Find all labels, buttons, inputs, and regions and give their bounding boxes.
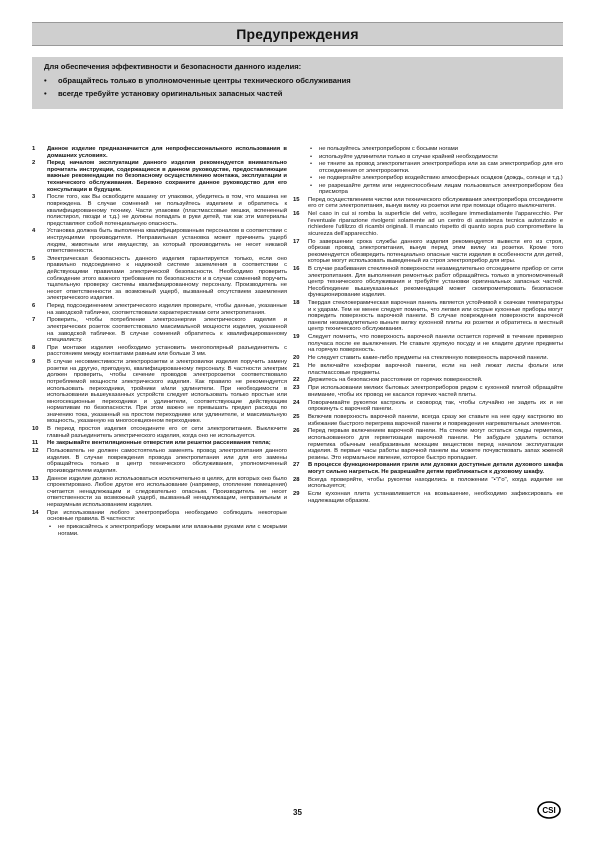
warning-item <box>32 359 287 424</box>
warning-item <box>32 476 287 509</box>
item-number: 16 <box>293 211 300 218</box>
bullet-text: используйте удлинители только в случае крайней необходимости <box>319 153 498 160</box>
bullet-text: не прикасайтесь к электроприбору мокрыми или влажными руками или с мокрыми ногами. <box>58 524 287 537</box>
safety-banner <box>32 57 563 109</box>
warning-item <box>32 510 287 523</box>
item-text: В случае разбивания стеклянной поверхности незамедлительно отсоедините прибор от сети электропитания. Для выполнения ремонтных работ обращайтесь только в уполномоченный центр технического обслуживания и требуйте установки оригинальных запасных частей. Несоблюдение вышеуказанных рекомендаций может скомпрометировать безопасное функционирование изделия. <box>308 266 563 299</box>
bullet-text: не разрешайте детям или недееспособным лицам пользоваться электроприбором без присмотра <box>319 182 563 196</box>
item-number: 25 <box>293 414 300 421</box>
warning-item <box>293 428 563 461</box>
item-number: 8 <box>32 344 36 351</box>
item-number: 10 <box>32 426 39 433</box>
warning-item <box>32 146 287 159</box>
warning-item <box>293 334 563 354</box>
bullet-item <box>293 154 563 161</box>
page-title: Предупреждения <box>236 26 359 42</box>
bullet-item <box>293 183 563 196</box>
item-text: По завершении срока службы данного изделия рекомендуется вывести его из строя, обрезав провод электропитания, вынув перед этим вилку из розетки. Кроме того рекомендуется обезвредить потенциально опасные части изделия в особенности для детей, которые могут использовать выведенный из строя электроприбор для игры. <box>308 238 563 265</box>
warning-item <box>32 160 287 193</box>
logo-text: CSI <box>542 806 556 815</box>
item-text: Nel caso in cui si romba la superficie del vetro, scollegare immediatamente l'apparecchio. Per l'eventuale riparazione rivolgersi solamente ad un centro di assistenza tecnica autorizzato e richiedere l'utilizzo di ricambi originali. Il mancato rispetto di quanto sopra può compromettere la sicurezza dell'apparecchio. <box>308 211 563 237</box>
item-number: 21 <box>293 363 300 370</box>
warning-item <box>293 462 563 475</box>
warning-item <box>293 477 563 490</box>
item-number: 9 <box>32 359 36 366</box>
bullet-item <box>293 146 563 153</box>
bullet-icon: • <box>310 146 313 152</box>
warning-item <box>32 440 287 447</box>
bullet-icon: • <box>310 175 313 182</box>
bullet-item <box>293 161 563 174</box>
item-text: Не включайте конфорки варочной панели, если на ней лежат листы фольги или пластмассовые предметы. <box>308 363 563 376</box>
banner-bullet-text: всегде требуйте установку оригинальных запасных частей <box>58 89 283 98</box>
banner-bullet <box>44 76 351 85</box>
item-text: В период простоя изделия отсоедините его от сети электропитания. Выключите главный разъединитель электрического изделия, когда оно не используется. <box>47 426 287 439</box>
warning-item <box>32 256 287 302</box>
csi-logo <box>537 801 561 819</box>
item-number: 13 <box>32 475 39 482</box>
warning-item <box>32 303 287 316</box>
item-number: 5 <box>32 255 36 262</box>
item-text: Следует помнить, что поверхность варочной панели остается горячей в течение примерно получаса после ее выключения. Не ставьте хрупкую посуду и не кладите другие предметы на горячую поверхность. <box>308 334 563 354</box>
item-text: Данное изделие должно использоваться исключительно в целях, для которых оно было спроектировано. Любое другое его использование (например, отопление помещения) считается ненадлежащим и следовательно опасным. Производитель не несет ответственности за возможный ущерб, вызванный ненадлежащим, неправильным и неразумным использованием изделия. <box>47 475 287 508</box>
item-number: 11 <box>32 440 39 447</box>
banner-bullet <box>44 89 282 98</box>
warning-item <box>293 414 563 427</box>
bullet-text: не пользуйтесь электроприбором с босыми ногами <box>319 146 459 152</box>
warning-item <box>32 317 287 343</box>
item-text: Поворачивайте рукоятки кастрюль и сковород так, чтобы случайно не задеть их и не опрокинуть с варочной панели. <box>308 399 563 413</box>
item-text: Перед осуществлением чистки или технического обслуживания электроприбора отсоедините его от сети электропитания, вынув вилку из розетки или при помощи общего выключателя. <box>308 196 563 210</box>
item-text: При использовании любого электроприбора необходимо соблюдать некоторые основные правила. В частности: <box>47 509 287 523</box>
item-number: 28 <box>293 476 300 483</box>
item-number: 17 <box>293 238 300 245</box>
warning-item <box>293 300 563 333</box>
warning-item <box>32 426 287 439</box>
item-text: Если кухонная плита устанавливается на возвышение, необходимо зафиксировать ее надлежащим образом. <box>308 491 563 504</box>
warning-item <box>293 491 563 504</box>
bullet-icon: • <box>49 524 52 531</box>
item-number: 1 <box>32 146 36 152</box>
bullet-text: не тяните за провод электропитания электроприбора или за сам электроприбор для его отсоединения от электророзетки. <box>319 161 563 174</box>
item-text: Твердая стеклокерамическая варочная панель является устойчивой к скачкам температуры и к ударам. Тем не менее следует помнить, что легвия или острые кухонные приборы могут повредить поверхность варочной панели. В случае повреждения поверхности варочной панели незамедлительно выньте вилку кухонной плиты из розетки и обратитесь в местный центр технического обслуживания. <box>308 300 563 333</box>
item-number: 6 <box>32 303 36 310</box>
bullet-icon: • <box>310 161 313 168</box>
item-text: Пользователь не должен самостоятельно заменять провод электропитания данного изделия. В случае повреждения провода электропитания или для его замены обращайтесь только в центр технического обслуживания, уполномоченный производителем изделия. <box>47 448 287 474</box>
bullet-icon: • <box>310 153 313 160</box>
warning-item <box>293 385 563 398</box>
bullet-icon: • <box>44 76 47 85</box>
item-number: 7 <box>32 317 36 324</box>
item-text: Установка должна быть выполнена квалифицированным персоналом в соответствии с инструкциями производителя. Неправильная установка может причинить ущерб людям, животным или имуществу, за который производитель не несет никакой ответственности. <box>47 228 287 255</box>
left-column <box>32 146 287 538</box>
warning-item <box>293 211 563 237</box>
warning-item <box>32 228 287 254</box>
item-number: 2 <box>32 160 36 167</box>
warning-item <box>32 194 287 227</box>
item-text: Данное изделие предназначается для непрофессионального использования в домашних условиях. <box>47 146 287 159</box>
item-number: 14 <box>32 509 39 516</box>
item-text: Проверить, чтобы потребление электроэнергии электрического изделия и электрических розеток соответствовало максимальной мощности изделия, указанной на заводской табличке. В случае сомнений обратитесь к квалифицированному специалисту. <box>47 317 287 344</box>
item-number: 12 <box>32 448 39 455</box>
item-number: 20 <box>293 355 300 362</box>
item-text: Перед началом эксплуатации данного изделия рекомендуется внимательно прочитать инструкции, содержащиеся в данном руководстве, предоставляющие важные рекомендации по безопасному осуществлению монтажа, эксплуатации и технического обслуживания. Бережно сохраните данное руководство для его консультации в будущем. <box>47 160 287 193</box>
title-bar <box>32 22 563 46</box>
banner-heading: Для обеспечения эффективности и безопасности данного изделия: <box>44 62 302 71</box>
warning-item <box>293 239 563 265</box>
warning-item <box>32 345 287 358</box>
item-text: При монтаже изделия необходимо установить многополярный разъединитель с расстоянием между контактами равным или больше 3 мм. <box>47 344 287 358</box>
item-text: Держитесь на безопасном расстоянии от горячих поверхностей. <box>308 377 483 384</box>
warning-item <box>32 448 287 474</box>
item-text: Перед первым включением варочной панели. На стекле могут остаться следы герметика, использованного для герметизации варочной панели. Не забудьте удалить остатки герметика обычным неабразивным моющим веществом перед началом эксплуатации изделия. В первые часы работы варочной панели вы можете почувствовать запах жженой резины. Это нормальное явление, которое быстро пропадает. <box>308 428 563 461</box>
item-number: 4 <box>32 228 36 235</box>
item-number: 18 <box>293 300 300 307</box>
bullet-icon: • <box>44 89 47 98</box>
item-text: Электрическая безопасность данного изделия гарантируется только, если оно правильно подсоединено к надежной системе заземления в соответствии с действующими правилами электрической безопасности. Необходимо проверить соблюдение этого важного требования по безопасности и в случае сомнений поручить тщательную проверку системы квалифицированному персоналу. Производитель не несет ответственности за возможный ущерб, вызванный отсутствием заземления электрического изделия. <box>47 255 287 302</box>
banner-bullet-text: обращайтесь только в уполномоченные центры технического обслуживания <box>58 76 351 85</box>
warning-item <box>293 363 563 376</box>
warning-item <box>293 355 563 362</box>
item-text: Не следует ставить какие-либо предметы на стеклянную поверхность варочной панели. <box>308 355 549 362</box>
warning-item <box>293 377 563 384</box>
warning-item <box>293 266 563 299</box>
item-text: Не закрывайте вентиляционные отверстия или решетки рассеивания тепла; <box>47 440 271 447</box>
warning-item <box>293 197 563 210</box>
bullet-text: не подвергайте электроприбор воздействию атмосферных осадков (дождь, солнце и т.д.) <box>319 175 563 182</box>
item-text: В процессе функционирования гриля или духовки доступные детали духового шкафа могут сильно нагреться. Не разрешайте детям приближаться к духовому шкафу. <box>308 462 563 476</box>
bullet-icon: • <box>310 182 313 189</box>
warning-item <box>293 400 563 413</box>
item-text: В случае несовместимости электророзетки и электровилки изделия поручить замену розетки на другую, пригодную, квалифицированному персоналу. В частности электрик должен проверить, чтобы сечение проводов электророзетки соответствовало потребляемой мощности электрического изделия. Как правило не рекомендуется использовать переходники, тройники и/или удлинители. При необходимости в использовании вышеуказанных устройств следует использовать только простые или многосекционные переходники и удлинители, соответствующие действующим нормативам по безопасности. При этом важно не превышать предел расхода по значению тока, указанный на простом переходнике или удлинителе, и максимальную мощность, указанную на многосекционном переходнике. <box>47 359 287 425</box>
item-text: Включив поверхность варочной панели, всегда сразу же ставьте на нее одну кастрюлю во избежание быстрого перегрева варочной панели и повреждения нагревательных элементов. <box>308 414 563 427</box>
item-text: При использовании мелких бытовых электроприборов рядом с кухонной плитой обращайте внимание, чтобы их провод не касался горячих частей плиты. <box>308 385 563 398</box>
item-number: 15 <box>293 196 300 203</box>
item-text: Перед подсоединением электрического изделия проверьте, чтобы данные, указанные на заводской табличке, соответствовали характеристикам сети электропитания. <box>47 303 287 316</box>
item-text: После того, как Вы освободите машину от упаковки, убедитесь в том, что машина не повреждена. В случае сомнений не пользуйтесь изделием и обратитесь к квалифицированному технику. Части упаковки (пластмассовые мешки, вспененный полистирол, гвозди и т.д.) не должны попадать в руки детей, так как эти материалы представляют собой потенциальную опасность. <box>47 194 287 227</box>
item-number: 16 <box>293 266 300 273</box>
item-number: 27 <box>293 462 300 469</box>
bullet-item <box>32 524 287 537</box>
item-number: 29 <box>293 491 300 498</box>
item-number: 23 <box>293 385 300 392</box>
item-number: 22 <box>293 377 300 384</box>
item-number: 3 <box>32 194 36 201</box>
page-number: 35 <box>293 808 302 817</box>
item-number: 19 <box>293 334 300 341</box>
item-number: 24 <box>293 399 300 406</box>
bullet-item <box>293 175 563 182</box>
item-text: Всегда проверяйте, чтобы рукоятки находились в положении "•"/"о", когда изделие не используется; <box>308 476 563 490</box>
item-number: 26 <box>293 428 300 435</box>
right-column <box>293 146 563 506</box>
